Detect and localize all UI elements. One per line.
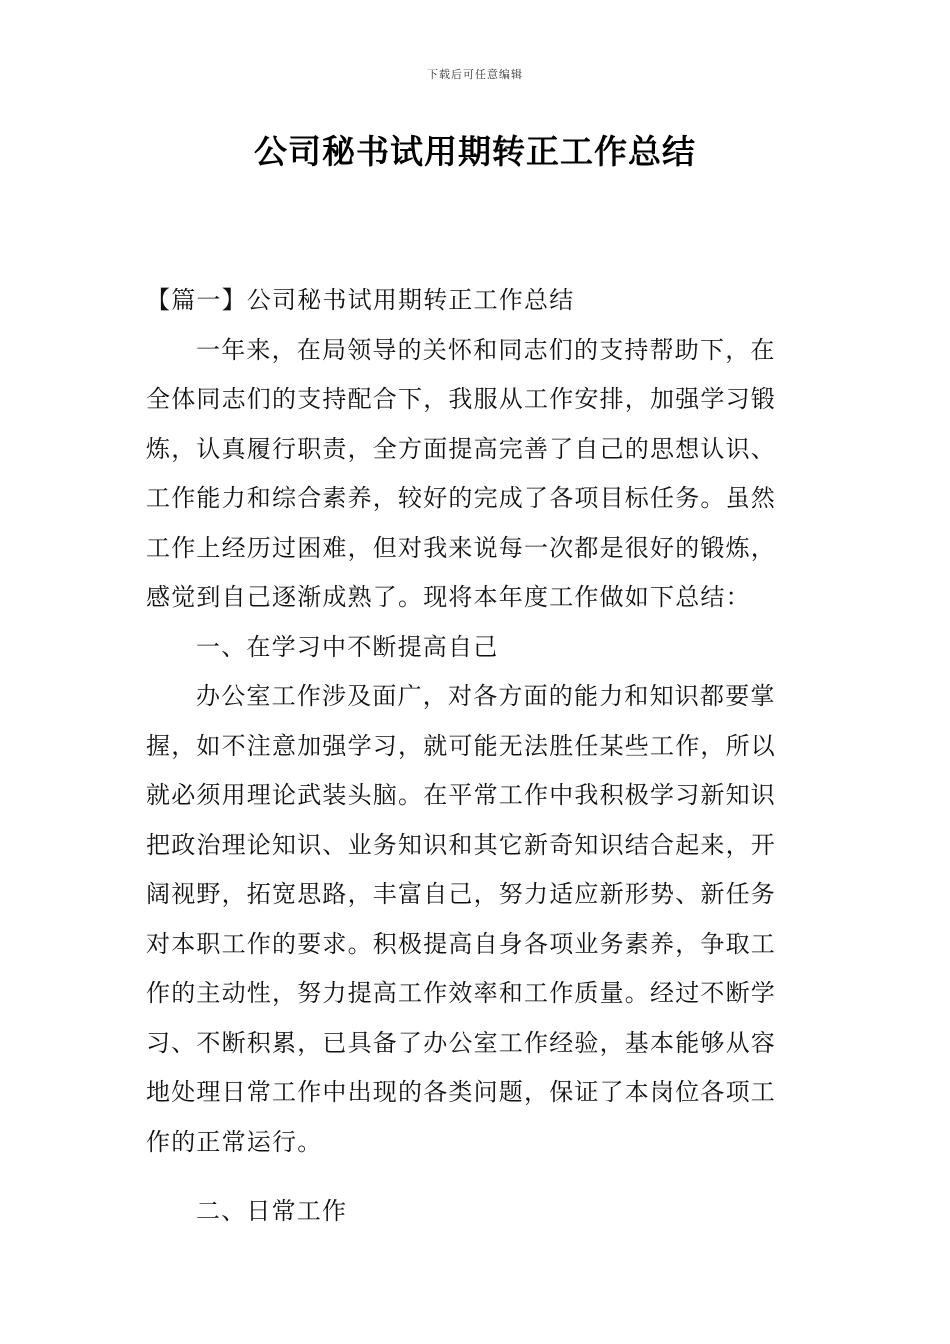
paragraph-line: 握，如不注意加强学习，就可能无法胜任某些工作，所以: [146, 731, 776, 760]
header-note: 下载后可任意编辑: [427, 68, 523, 81]
subheading: 二、日常工作: [196, 1197, 348, 1225]
paragraph-gap: [146, 1171, 808, 1191]
paragraph-line: 全体同志们的支持配合下，我服从工作安排，加强学习锻: [146, 385, 776, 413]
paragraph-line: 把政治理论知识、业务知识和其它新奇知识结合起来，开: [146, 830, 776, 859]
paragraph-line: 习、不断积累，已具备了办公室工作经验，基本能够从容: [146, 1028, 776, 1057]
paragraph-line: 作的主动性，努力提高工作效率和工作质量。经过不断学: [146, 979, 776, 1007]
document-body: [146, 280, 808, 1241]
paragraph-line: 工作能力和综合素养，较好的完成了各项目标任务。虽然: [146, 484, 776, 512]
paragraph-line: 炼，认真履行职责，全方面提高完善了自己的思想认识、: [146, 434, 776, 463]
section-heading: 【篇一】公司秘书试用期转正工作总结: [146, 286, 575, 314]
paragraph-line: 作的正常运行。: [146, 1127, 323, 1156]
paragraph-line: 一年来，在局领导的关怀和同志们的支持帮助下，在: [196, 335, 776, 364]
paragraph-line: 工作上经历过困难，但对我来说每一次都是很好的锻炼，: [146, 533, 776, 562]
paragraph-line: 阔视野，拓宽思路，丰富自己，努力适应新形势、新任务: [146, 880, 776, 908]
paragraph-line: 对本职工作的要求。积极提高自身各项业务素养，争取工: [146, 929, 776, 958]
paragraph-line: 地处理日常工作中出现的各类问题，保证了本岗位各项工: [146, 1078, 776, 1106]
paragraph-line: 办公室工作涉及面广，对各方面的能力和知识都要掌: [196, 682, 776, 710]
subheading: 一、在学习中不断提高自己: [196, 632, 499, 661]
document-title: 公司秘书试用期转正工作总结: [254, 132, 696, 171]
paragraph-line: 就必须用理论武装头脑。在平常工作中我积极学习新知识: [146, 781, 776, 809]
paragraph-line: 感觉到自己逐渐成熟了。现将本年度工作做如下总结：: [146, 583, 751, 611]
